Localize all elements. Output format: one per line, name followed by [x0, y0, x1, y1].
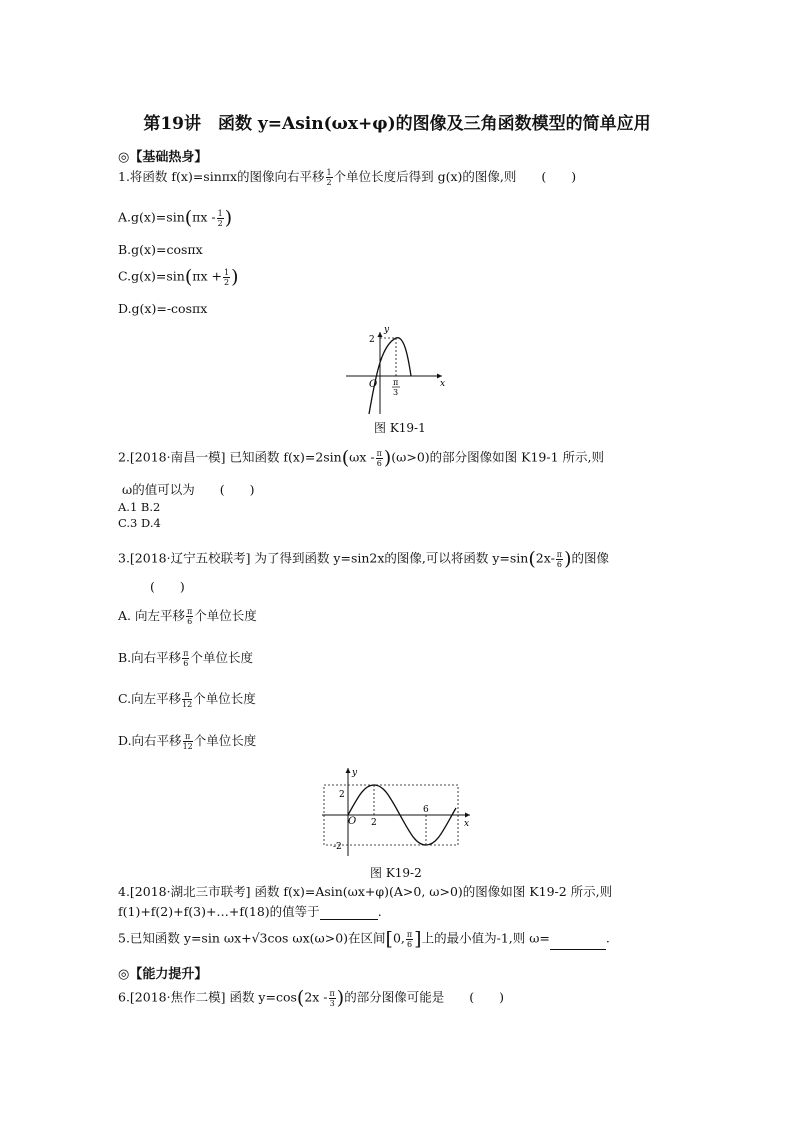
paren-open: (	[296, 987, 305, 1009]
q1-text-a: 1.将函数 f(x)=sinπx的图像向右平移	[118, 169, 325, 184]
q1-option-a-arg: πx -	[192, 209, 216, 225]
frac-numerator: π	[183, 732, 193, 742]
q3-option-d-text: D.向右平移	[118, 733, 182, 748]
frac-denominator: 2	[217, 218, 223, 228]
q5-answer-blank[interactable]	[550, 937, 606, 950]
question-4-line-2	[118, 902, 382, 920]
y-axis-label: y	[384, 326, 390, 335]
origin-label: O	[369, 379, 378, 390]
y-axis-arrow	[346, 768, 351, 773]
q6-text-c: 的部分图像可能是 ( )	[344, 989, 504, 1005]
q5-interval-start: 0,	[392, 930, 405, 946]
q5-period: .	[605, 930, 610, 946]
figure-k19-2	[318, 764, 478, 860]
figure-k19-2-caption: 图 K19-2	[370, 866, 422, 880]
frac-numerator: π	[186, 607, 193, 616]
q3-option-b-text: B.向右平移	[118, 650, 182, 665]
page-title: 第19讲 函数 y=Asin(ωx+φ)的图像及三角函数模型的简单应用	[143, 114, 651, 134]
q3-option-c	[118, 689, 256, 709]
q1-option-c-fraction	[223, 268, 230, 287]
q1-option-a-fraction	[217, 209, 224, 228]
question-1-stem	[118, 167, 576, 187]
y-tick-bottom: -2	[333, 842, 342, 852]
frac-denominator: 6	[187, 617, 193, 626]
x-tick-6: 6	[423, 805, 429, 815]
paren-close: )	[336, 987, 345, 1009]
question-2-stem	[118, 447, 604, 469]
q6-arg: 2x -	[304, 989, 328, 1005]
question-3-stem	[118, 548, 609, 570]
frac-denominator: 6	[556, 559, 562, 569]
q1-option-c-arg: πx +	[192, 268, 222, 284]
q3-option-c-unit: 个单位长度	[193, 691, 256, 706]
paren-open: (	[184, 207, 193, 229]
q3-option-c-fraction	[182, 690, 192, 709]
y-axis-label: y	[352, 768, 358, 778]
q1-text-b: 个单位长度后得到 g(x)的图像,则 ( )	[333, 169, 577, 184]
q3-option-d	[118, 731, 256, 751]
q2-options-cd: C.3 D.4	[118, 516, 161, 530]
frac-denominator: 6	[183, 659, 189, 668]
q3-option-a	[118, 606, 257, 626]
q4-period: .	[377, 904, 382, 919]
frac-numerator: 1	[217, 208, 223, 218]
frac-numerator: π	[182, 690, 192, 700]
frac-numerator: π	[183, 649, 189, 658]
question-6-stem	[118, 987, 504, 1009]
frac-denominator: 6	[406, 939, 413, 949]
paren-open: (	[528, 548, 536, 570]
section-heading-basic: ◎【基础热身】	[118, 150, 208, 165]
q2-options-ab: A.1 B.2	[118, 500, 161, 514]
paren-open: (	[341, 447, 350, 469]
q1-option-c-text: C.g(x)=sin	[118, 268, 185, 284]
q3-option-b-fraction	[182, 649, 189, 668]
q1-option-a	[118, 207, 232, 229]
section-heading-advanced: ◎【能力提升】	[118, 967, 208, 982]
frac-denominator: 12	[182, 700, 193, 709]
question-4-line-1: 4.[2018·湖北三市联考] 函数 f(x)=Asin(ωx+φ)(A>0, ω>0)的图像如图 K19-2 所示,则	[118, 884, 613, 899]
q1-option-a-text: A.g(x)=sin	[118, 209, 185, 225]
q3-option-a-fraction	[186, 607, 193, 626]
q3-arg: 2x-	[535, 550, 555, 566]
x-axis-arrow	[465, 813, 470, 818]
q3-fraction	[556, 550, 563, 569]
bracket-open: [	[385, 928, 393, 950]
q3-option-a-text: A. 向左平移	[118, 608, 185, 623]
paren-close: )	[383, 447, 392, 469]
paren-open: (	[184, 266, 193, 288]
frac-numerator: π	[376, 448, 382, 458]
q3-line-2: ( )	[150, 579, 185, 594]
frac-numerator: π	[329, 988, 335, 998]
paren-close: )	[224, 207, 233, 229]
y-tick-label: 2	[369, 335, 375, 345]
frac-numerator: 1	[223, 267, 230, 277]
question-5-stem	[118, 928, 610, 950]
q1-option-c	[118, 266, 239, 288]
q3-text-c: 的图像	[571, 550, 609, 566]
q1-option-b: B.g(x)=cosπx	[118, 242, 203, 257]
q3-option-d-fraction	[183, 732, 193, 751]
q6-fraction	[329, 989, 336, 1008]
x-axis-label: x	[464, 819, 470, 829]
q5-text-b: 上的最小值为-1,则 ω=	[421, 930, 550, 946]
q3-text-a: 3.[2018·辽宁五校联考] 为了得到函数 y=sin2x的图像,可以将函数 y=sin	[118, 550, 529, 566]
frac-denominator: 2	[326, 178, 332, 187]
q2-text-c: (ω>0)的部分图像如图 K19-1 所示,则	[391, 449, 605, 465]
bracket-close: ]	[414, 928, 422, 950]
q5-text-a: 5.已知函数 y=sin ωx+√3cos ωx(ω>0)在区间	[118, 930, 386, 946]
frac-numerator: π	[406, 929, 413, 939]
y-tick-top: 2	[339, 790, 345, 800]
q2-arg: ωx -	[349, 449, 375, 465]
origin-label: O	[348, 816, 357, 827]
q5-fraction	[406, 930, 413, 949]
q2-fraction	[376, 449, 383, 468]
x-tick-numerator: π	[393, 378, 399, 387]
q1-shift-fraction	[326, 168, 333, 187]
figure-k19-1-caption: 图 K19-1	[374, 421, 426, 435]
q4-text: f(1)+f(2)+f(3)+…+f(18)的值等于	[118, 904, 320, 919]
frac-numerator: π	[556, 549, 563, 559]
paren-close: )	[231, 266, 239, 288]
q4-answer-blank[interactable]	[320, 907, 378, 920]
q1-option-d: D.g(x)=-cosπx	[118, 301, 208, 316]
x-axis-arrow	[437, 374, 442, 379]
frac-numerator: 1	[326, 168, 332, 177]
q3-option-d-unit: 个单位长度	[193, 733, 257, 748]
q3-option-b	[118, 648, 253, 668]
q3-option-a-unit: 个单位长度	[194, 608, 257, 623]
frac-denominator: 6	[376, 458, 382, 468]
x-tick-denominator: 3	[393, 388, 399, 397]
q3-option-c-text: C.向左平移	[118, 691, 182, 706]
x-tick-2: 2	[371, 818, 377, 828]
q6-text-a: 6.[2018·焦作二模] 函数 y=cos	[118, 989, 297, 1005]
frac-denominator: 3	[329, 998, 335, 1008]
figure-k19-1	[340, 326, 450, 416]
q2-line-2: ω的值可以为 ( )	[122, 482, 255, 497]
x-axis-label: x	[440, 379, 446, 389]
frac-denominator: 2	[223, 277, 230, 287]
q3-option-b-unit: 个单位长度	[190, 650, 253, 665]
y-axis-arrow	[378, 332, 383, 337]
frac-denominator: 12	[182, 742, 193, 751]
q2-text-a: 2.[2018·南昌一模] 已知函数 f(x)=2sin	[118, 449, 342, 465]
paren-close: )	[564, 548, 572, 570]
